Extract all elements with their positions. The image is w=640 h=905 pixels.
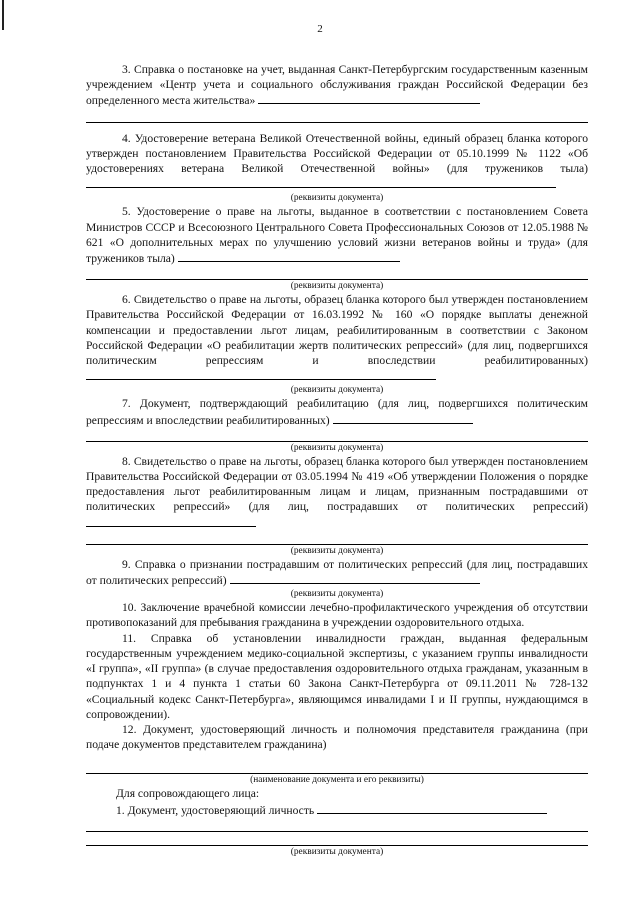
item-12-caption: (наименование документа и его реквизиты) — [250, 775, 424, 786]
companion-item-1 — [86, 802, 588, 818]
item-8-blank-line — [86, 531, 588, 545]
item-7-caption: (реквизиты документа) — [290, 442, 384, 453]
document-body — [86, 62, 588, 858]
item-9 — [86, 557, 588, 588]
item-6-text: 6. Свидетельство о праве на льготы, образец бланка которого был утвержден постановлением Правительства Российской Федерации от 16.03.1992 № 160 «О порядке выплаты денежной компенсации и предоставлении льгот лицам, реабилитированным в соответствии с Законом Российской Федерации «О реабилитации жертв политических репрессий» (для лиц, подвергшихся политическим репрессиям и впоследствии реабилитированных) — [86, 293, 588, 368]
item-9-caption: (реквизиты документа) — [290, 589, 384, 600]
item-6 — [86, 292, 588, 384]
item-3-text: 3. Справка о постановке на учет, выданная Санкт-Петербургским государственным казенным учреждением «Центр учета и социального обслуживания граждан Российской Федерации без определенного места жительства» — [86, 63, 588, 108]
item-5 — [86, 204, 588, 266]
item-4 — [86, 131, 588, 193]
item-4-text: 4. Удостоверение ветерана Великой Отечественной войны, единый образец бланка которого утвержден постановлением Правительства Российской Федерации от 05.10.1999 № 1122 «Об удостоверениях ветерана Великой Отечественной войны» (для тружеников тыла) — [86, 131, 588, 176]
item-5-blank-line — [86, 266, 588, 280]
item-3-blank — [258, 92, 480, 104]
item-3 — [86, 62, 588, 109]
item-9-text: 9. Справка о признании пострадавшим от политических репрессий (для лиц, пострадавших от политических репрессий) — [86, 557, 588, 588]
companion-item-1-blank — [317, 802, 547, 814]
item-7 — [86, 396, 588, 427]
item-8-text: 8. Свидетельство о праве на льготы, образец бланка которого был утвержден постановлением Правительства Российской Федерации от 03.05.1994 № 419 «Об утверждении Положения о порядке предоставления льгот реабилитированным лицам и лицам, признанным пострадавшими от политических репрессий» (для лиц, пострадавших от политических репрессий) — [86, 454, 588, 514]
item-4-caption: (реквизиты документа) — [290, 193, 384, 204]
item-5-blank — [178, 250, 400, 262]
item-7-blank — [333, 412, 473, 424]
item-8 — [86, 454, 588, 531]
item-3-blank-line — [86, 109, 588, 123]
companion-blank-line-1 — [86, 818, 588, 832]
item-7-text: 7. Документ, подтверждающий реабилитацию (для лиц, подвергшихся политическим репрессиям и впоследствии реабилитированных) — [86, 397, 588, 427]
item-4-blank — [86, 176, 556, 188]
item-11: 11. Справка об установлении инвалидности граждан, выданная федеральным государственным учреждением медико-социальной экспертизы, с указанием группы инвалидности «I группа», «II группа» (в случае предоставления оздоровительного отдыха гражданам, указанным в подпунктах 1 и 4 пункта 1 статьи 60 Закона Санкт-Петербурга от 09.11.2011 № 728-132 «Социальный кодекс Санкт-Петербурга», являющимся инвалидами I и II группы, нуждающимся в сопровождении). — [86, 631, 588, 721]
item-5-caption: (реквизиты документа) — [290, 281, 384, 292]
item-8-blank — [86, 515, 256, 527]
item-7-blank-line — [86, 428, 588, 442]
item-6-blank — [86, 368, 436, 380]
item-12-blank-line — [86, 760, 588, 774]
page-number: 2 — [317, 23, 323, 35]
item-6-caption: (реквизиты документа) — [290, 385, 384, 396]
item-9-blank — [230, 572, 480, 584]
companion-blank-line-2 — [86, 832, 588, 846]
item-5-text: 5. Удостоверение о праве на льготы, выданное в соответствии с постановлением Совета Министров СССР и Всесоюзного Центрального Совета Профессиональных Союзов от 12.05.1988 № 621 «О дополнительных мерах по улучшению условий жизни ветеранов войны и труда» (для тружеников тыла) — [86, 205, 588, 266]
item-10: 10. Заключение врачебной комиссии лечебно-профилактического учреждения об отсутствии противопоказаний для пребывания гражданина в учреждении оздоровительного отдыха. — [86, 601, 588, 630]
item-12: 12. Документ, удостоверяющий личность и полномочия представителя гражданина (при подаче документов представителем гражданина) — [86, 722, 588, 752]
companion-heading: Для сопровождающего лица: — [116, 787, 260, 801]
companion-caption: (реквизиты документа) — [290, 846, 384, 857]
item-8-caption: (реквизиты документа) — [290, 545, 384, 556]
companion-item-1-text: 1. Документ, удостоверяющий личность — [116, 803, 315, 817]
